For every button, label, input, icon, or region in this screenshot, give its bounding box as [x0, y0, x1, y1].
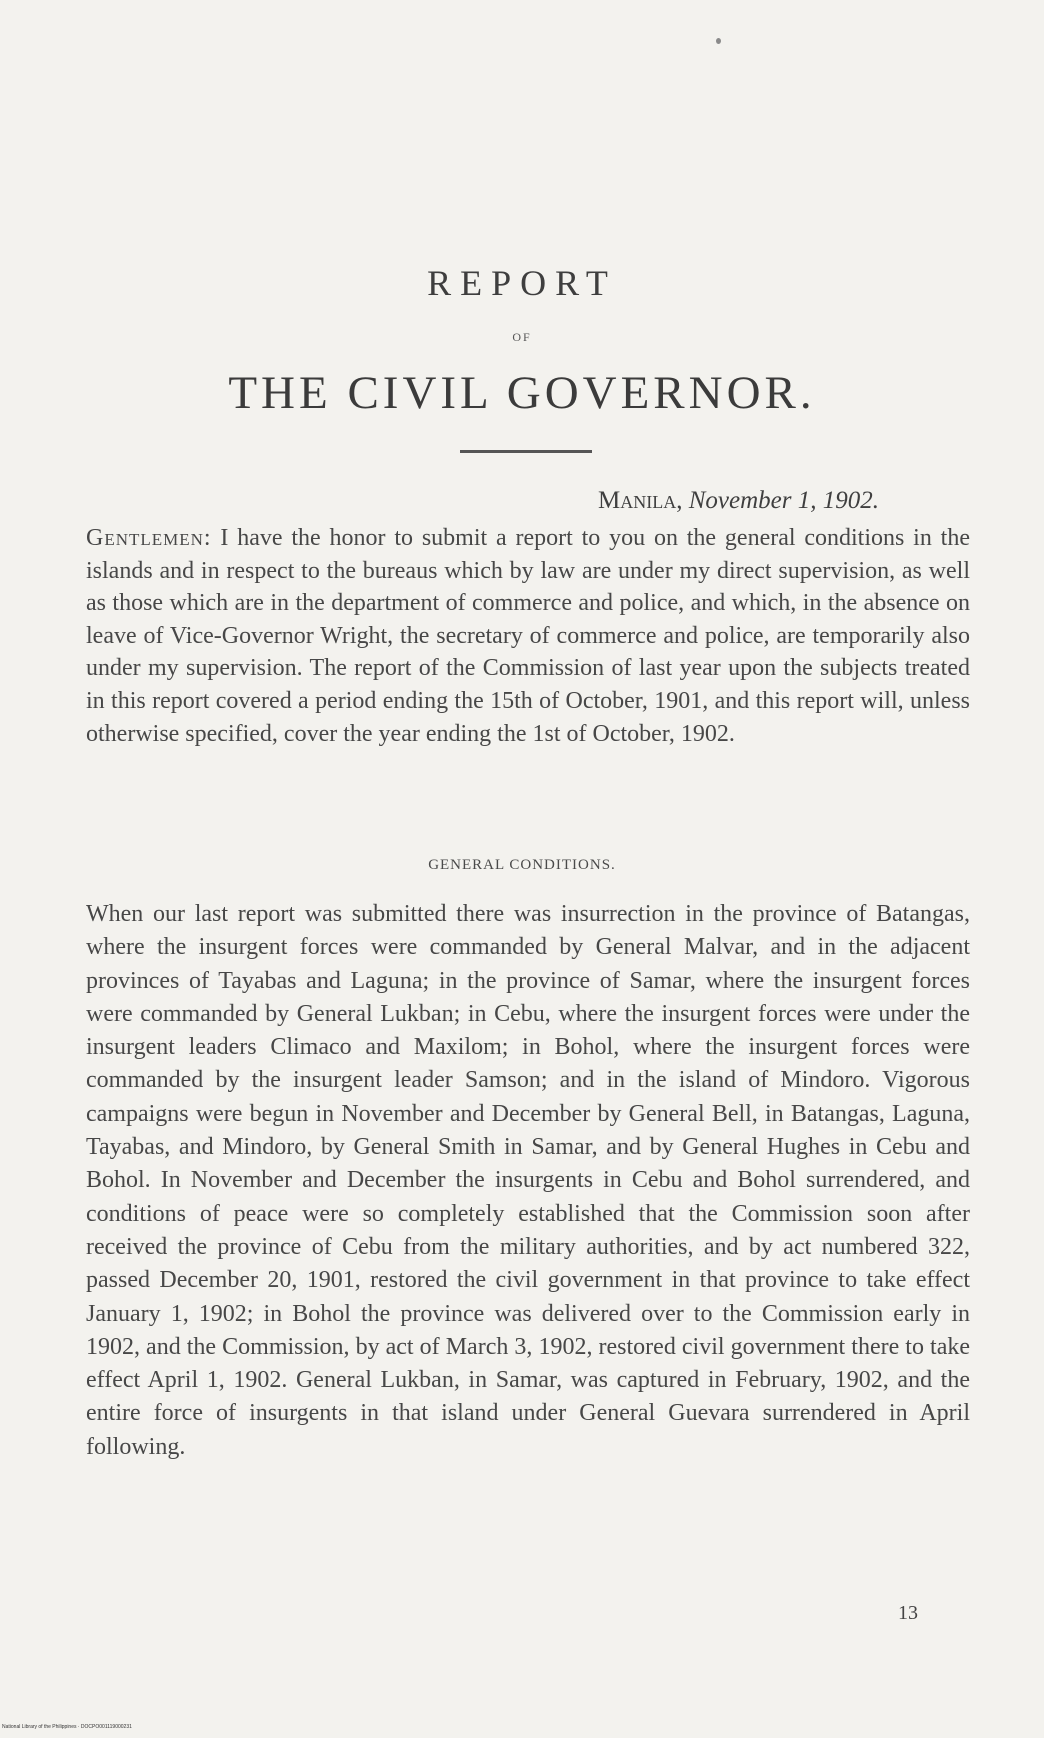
dateline-place: Manila, — [598, 487, 683, 514]
page-number: 13 — [898, 1602, 918, 1624]
dateline — [598, 487, 879, 515]
source-footer: National Library of the Philippines · DOCPO001119000231 — [2, 1724, 132, 1730]
of-heading: OF — [512, 330, 532, 344]
dateline-date: November 1, 1902. — [688, 487, 879, 514]
salutation: Gentlemen: — [86, 525, 212, 551]
page-title: THE CIVIL GOVERNOR. — [228, 367, 816, 419]
title-divider — [460, 450, 592, 453]
general-conditions-paragraph: When our last report was submitted there was insurrection in the province of Batangas, where the insurgent forces were commanded by General Malvar, and in the adjacent provinces of Tayabas and Laguna; in the province of Samar, where the insurgent forces were commanded by General Lukban; in Cebu, where the insurgent forces were under the insurgent leaders Climaco and Maxilom; in Bohol, where the insurgent forces were commanded by the insurgent leader Samson; and in the island of Mindoro. Vigorous campaigns were begun in November and December by General Bell, in Batangas, Laguna, Tayabas, and Mindoro, by General Smith in Samar, and by General Hughes in Cebu and Bohol. In November and December the insurgents in Cebu and Bohol surrendered, and conditions of peace were so completely established that the Commission soon after received the province of Cebu from the military authorities, and by act numbered 322, passed December 20, 1901, restored the civil government in that province to take effect January 1, 1902; in Bohol the province was delivered over to the Commission early in 1902, and the Commission, by act of March 3, 1902, restored civil government there to take effect April 1, 1902. General Lukban, in Samar, was captured in February, 1902, and the entire force of insurgents in that island under General Guevara surrendered in April following. — [86, 901, 970, 1460]
page-speck — [716, 38, 721, 44]
intro-text: I have the honor to submit a report to you on the general conditions in the islands and in respect to the bureaus which by law are under my direct supervision, as well as those which are in the department of commerce and police, and which, in the absence on leave of Vice-Governor Wright, the secretary of commerce and police, are temporarily also under my supervision. The report of the Commission of last year upon the subjects treated in this report covered a period ending the 15th of October, 1901, and this report will, unless otherwise specified, cover the year ending the 1st of October, 1902. — [86, 525, 970, 747]
section-heading: GENERAL CONDITIONS. — [428, 857, 616, 873]
intro-paragraph — [86, 522, 970, 750]
report-heading: REPORT — [427, 263, 617, 303]
